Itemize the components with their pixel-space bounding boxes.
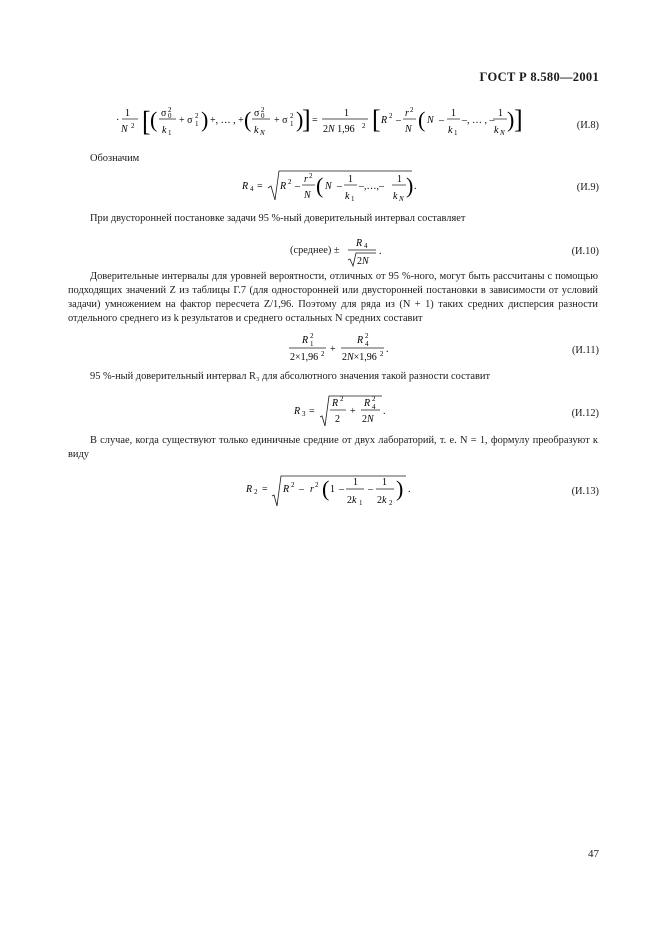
page-number: 47 <box>588 848 599 860</box>
svg-text:1: 1 <box>397 174 402 185</box>
svg-text:1: 1 <box>125 108 130 119</box>
svg-text:.: . <box>414 181 417 192</box>
svg-text:+: + <box>330 344 336 355</box>
svg-text:1: 1 <box>310 340 314 348</box>
svg-text:2: 2 <box>310 332 314 340</box>
svg-text:–: – <box>337 181 342 192</box>
svg-text:R: R <box>294 406 301 417</box>
equation-number-i9: (И.9) <box>576 182 599 193</box>
svg-text:R: R <box>283 484 290 495</box>
paragraph-notation: Обозначим <box>90 153 140 164</box>
equation-number-i13: (И.13) <box>571 486 599 497</box>
svg-text:.: . <box>379 246 382 257</box>
svg-text:R: R <box>364 398 371 409</box>
svg-text:–: – <box>439 115 444 126</box>
svg-text:): ) <box>296 107 304 132</box>
equation-i8 <box>116 104 523 143</box>
svg-text:N: N <box>304 190 311 201</box>
svg-text:(: ( <box>322 476 330 501</box>
svg-text:σ: σ <box>254 108 260 119</box>
svg-text:R: R <box>356 238 363 249</box>
svg-text:R: R <box>332 398 339 409</box>
svg-text:+ σ: + σ <box>179 115 193 126</box>
svg-text:1: 1 <box>168 129 172 137</box>
svg-text:0: 0 <box>261 112 265 120</box>
svg-text:4: 4 <box>372 403 376 411</box>
svg-text:(: ( <box>316 173 324 198</box>
svg-text:=: = <box>257 181 263 192</box>
svg-text:2: 2 <box>362 122 366 130</box>
svg-text:2k: 2k <box>377 495 387 506</box>
svg-text:2: 2 <box>261 106 265 114</box>
svg-text:1: 1 <box>359 499 363 507</box>
svg-text:2: 2 <box>340 395 344 403</box>
svg-text:–: – <box>396 115 401 126</box>
equation-i13 <box>246 474 416 513</box>
paragraph-r3-interval: 95 %-ный доверительный интервал R₃ для абсолютного значения такой разности составит <box>90 371 491 382</box>
svg-text:2: 2 <box>335 414 340 425</box>
svg-text:.: . <box>386 344 389 355</box>
svg-text:2: 2 <box>288 178 292 186</box>
svg-text:1: 1 <box>290 120 294 128</box>
svg-text:r: r <box>405 108 409 119</box>
svg-text:): ) <box>507 107 515 132</box>
svg-text:[: [ <box>372 105 381 134</box>
svg-text:–, … , –: –, … , – <box>462 115 495 126</box>
svg-text:1: 1 <box>344 108 349 119</box>
svg-text:1: 1 <box>195 120 199 128</box>
svg-text:σ: σ <box>161 108 167 119</box>
svg-text:–,…,–: –,…,– <box>359 181 384 192</box>
svg-text:N: N <box>399 195 404 203</box>
svg-text:2N: 2N <box>357 256 369 267</box>
svg-text:1: 1 <box>498 108 503 119</box>
svg-text:2: 2 <box>309 172 313 180</box>
svg-text:+ σ: + σ <box>274 115 288 126</box>
svg-text:): ) <box>406 173 414 198</box>
svg-text:R: R <box>381 115 388 126</box>
paragraph-two-labs: В случае, когда существуют только единичные средние от двух лабораторий, т. е. N = 1, формулу преобразуют к виду <box>68 435 598 460</box>
svg-text:–: – <box>299 484 304 495</box>
svg-text:4: 4 <box>365 340 369 348</box>
equation-i9 <box>242 168 422 207</box>
svg-text:R: R <box>357 335 364 346</box>
svg-text:4: 4 <box>364 242 368 250</box>
svg-text:R: R <box>242 181 249 192</box>
equation-i12 <box>294 393 394 432</box>
svg-text:2: 2 <box>195 112 199 120</box>
svg-text:1: 1 <box>351 195 355 203</box>
svg-text:1: 1 <box>454 129 458 137</box>
svg-text:k: k <box>254 125 259 136</box>
svg-text:]: ] <box>302 105 311 134</box>
svg-text:2: 2 <box>410 106 414 114</box>
svg-text:N: N <box>121 124 128 135</box>
svg-text:1: 1 <box>348 174 353 185</box>
equation-number-i10: (И.10) <box>571 246 599 257</box>
svg-text:2k: 2k <box>347 495 357 506</box>
svg-text:k: k <box>345 191 350 202</box>
svg-text:k: k <box>162 125 167 136</box>
svg-text:): ) <box>396 476 404 501</box>
svg-text:(: ( <box>150 107 158 132</box>
svg-text:N: N <box>427 115 434 126</box>
equation-number-i8: (И.8) <box>576 120 599 131</box>
svg-text:N: N <box>500 129 505 137</box>
svg-text:2: 2 <box>389 499 393 507</box>
svg-text:): ) <box>201 107 209 132</box>
svg-text:2N×1,96: 2N×1,96 <box>342 352 377 363</box>
svg-text:N: N <box>405 124 412 135</box>
svg-text:2: 2 <box>315 481 319 489</box>
svg-text:2: 2 <box>290 112 294 120</box>
svg-text:r: r <box>304 174 308 185</box>
svg-text:k: k <box>448 125 453 136</box>
svg-text:2N 1,96: 2N 1,96 <box>323 124 355 135</box>
svg-text:.: . <box>383 406 386 417</box>
svg-text:k: k <box>494 125 499 136</box>
svg-text:N: N <box>260 129 265 137</box>
svg-text:.: . <box>408 484 411 495</box>
svg-text:=: = <box>312 115 318 126</box>
svg-text:R: R <box>302 335 309 346</box>
svg-text:k: k <box>393 191 398 202</box>
svg-text:2: 2 <box>372 395 376 403</box>
svg-text:–: – <box>339 484 344 495</box>
svg-text:(: ( <box>418 107 426 132</box>
svg-text:3: 3 <box>302 410 306 418</box>
svg-text:N: N <box>325 181 332 192</box>
svg-text:2: 2 <box>254 488 258 496</box>
svg-text:R: R <box>280 181 287 192</box>
svg-text:1: 1 <box>451 108 456 119</box>
equation-number-i11: (И.11) <box>571 345 599 356</box>
svg-text:0: 0 <box>168 112 172 120</box>
svg-text:+, … , +: +, … , + <box>210 115 244 126</box>
svg-text:1: 1 <box>382 477 387 488</box>
svg-text:2: 2 <box>389 112 393 120</box>
svg-text:2: 2 <box>168 106 172 114</box>
svg-text:–: – <box>295 181 300 192</box>
svg-text:=: = <box>262 484 268 495</box>
svg-text:+: + <box>350 406 356 417</box>
paragraph-confidence-intervals: Доверительные интервалы для уровней вероятности, отличных от 95 %-ного, могут быть рассчитаны с помощью подходящих значений Z из таблицы Г.7 (для односторонней или двусторонней постановки в зависимости от условий задачи) умножением на фактор пересчета Z/1,96. Поэтому для ряда из (N + 1) таких средних дисперсия разности отдельного среднего из k результатов и среднего остальных N средних составит <box>68 271 598 324</box>
svg-text:2: 2 <box>291 481 295 489</box>
svg-text:r: r <box>310 484 314 495</box>
svg-text:2: 2 <box>131 122 135 130</box>
svg-text:2N: 2N <box>362 414 374 425</box>
document-header: ГОСТ Р 8.580—2001 <box>479 70 599 84</box>
svg-text:2: 2 <box>321 350 325 358</box>
svg-text:·: · <box>116 115 120 126</box>
svg-text:2: 2 <box>365 332 369 340</box>
equation-number-i12: (И.12) <box>571 408 599 419</box>
svg-text:[: [ <box>142 105 151 137</box>
equation-i10-prefix: (среднее) ± <box>290 245 340 256</box>
svg-text:]: ] <box>514 105 523 134</box>
svg-text:R: R <box>246 484 253 495</box>
equation-i11 <box>288 332 398 365</box>
svg-text:–: – <box>368 484 373 495</box>
svg-text:1: 1 <box>330 484 335 495</box>
paragraph-two-sided: При двусторонней постановке задачи 95 %-ный доверительный интервал составляет <box>90 213 466 224</box>
svg-text:4: 4 <box>250 185 254 193</box>
svg-text:(: ( <box>244 107 252 132</box>
svg-text:1: 1 <box>353 477 358 488</box>
svg-text:2×1,96: 2×1,96 <box>290 352 319 363</box>
svg-text:=: = <box>309 406 315 417</box>
svg-text:2: 2 <box>380 350 384 358</box>
